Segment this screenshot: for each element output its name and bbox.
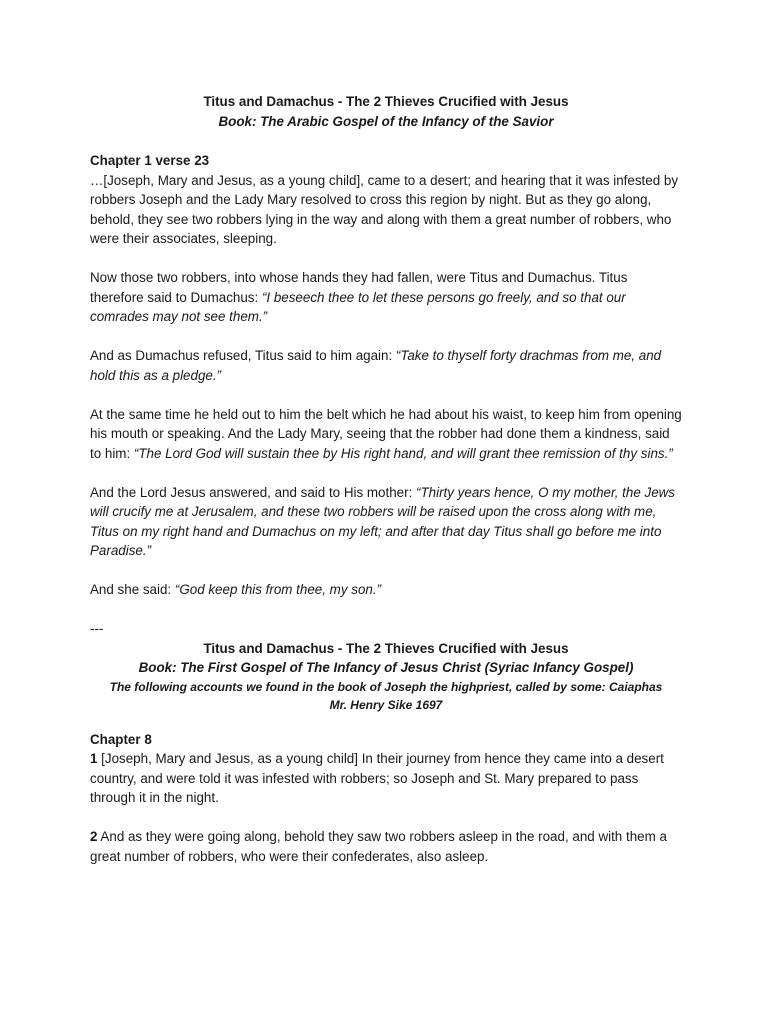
- section2-book: Book: The First Gospel of The Infancy of Jesus Christ (Syriac Infancy Gospel): [138, 660, 634, 675]
- section2-note: The following accounts we found in the book of Joseph the highpriest, called by some: Caiaphas: [109, 679, 663, 694]
- section1-paragraph-4: [90, 405, 682, 464]
- section1-chapter: Chapter 1 verse 23: [90, 153, 210, 168]
- section1-title: Titus and Damachus - The 2 Thieves Crucified with Jesus: [203, 94, 569, 109]
- verse-2-number: 2: [90, 829, 98, 844]
- paragraph-6-text: And she said:: [90, 582, 175, 597]
- paragraph-4-text: At the same time he held out to him the belt which he had about his waist, to keep him from opening his mouth or speaking. And the Lady Mary, seeing that the robber had done them a kindness, said to him:: [90, 406, 682, 461]
- verse-2-text: And as they were going along, behold they saw two robbers asleep in the road, and with them a great number of robbers, who were their confederates, also asleep.: [90, 829, 667, 864]
- verse-1: [90, 749, 682, 808]
- section2-chapter: Chapter 8: [90, 731, 152, 747]
- paragraph-2-text: Now those two robbers, into whose hands they had fallen, were Titus and Dumachus. Titus therefore said to Dumachus:: [90, 270, 628, 305]
- paragraph-5-quote: “Thirty years hence, O my mother, the Jews will crucify me at Jerusalem, and these two robbers will be raised upon the cross along with me, Titus on my right hand and Dumachus on my left; and after that day Titus shall go before me into Paradise.”: [90, 484, 676, 558]
- section1-paragraph-1: …[Joseph, Mary and Jesus, as a young child], came to a desert; and hearing that it was infested by robbers Joseph and the Lady Mary resolved to cross this region by night. But as they go along, behold, they see two robbers lying in the way and along with them a great number of robbers, who were their associates, sleeping.: [90, 172, 679, 246]
- paragraph-3-quote: “Take to thyself forty drachmas from me, and hold this as a pledge.”: [90, 348, 662, 383]
- section2-title: Titus and Damachus - The 2 Thieves Crucified with Jesus: [203, 640, 569, 656]
- paragraph-3-text: And as Dumachus refused, Titus said to him again:: [90, 348, 396, 363]
- verse-1-text: [Joseph, Mary and Jesus, as a young child] In their journey from hence they came into a desert country, and were told it was infested with robbers; so Joseph and St. Mary prepared to pass through it in the night.: [90, 751, 664, 805]
- section1-paragraph-6: [90, 580, 682, 600]
- section1-paragraph-5: [90, 483, 682, 561]
- verse-1-number: 1: [90, 751, 98, 766]
- paragraph-5-text: And the Lord Jesus answered, and said to His mother:: [90, 484, 417, 500]
- section1-paragraph-2: [90, 268, 682, 327]
- paragraph-2-quote: “I beseech thee to let these persons go freely, and so that our comrades may not see them.”: [90, 289, 626, 324]
- paragraph-6-quote: “God keep this from thee, my son.”: [174, 582, 382, 597]
- document-content: [90, 92, 682, 866]
- section-separator: ---: [90, 621, 104, 636]
- section2-attribution: Mr. Henry Sike 1697: [329, 697, 443, 712]
- section1-book: Book: The Arabic Gospel of the Infancy of the Savior: [218, 113, 554, 129]
- paragraph-4-quote: “The Lord God will sustain thee by His right hand, and will grant thee remission of thy sins.”: [133, 445, 673, 461]
- section1-paragraph-3: [90, 346, 682, 385]
- verse-2: [90, 827, 682, 866]
